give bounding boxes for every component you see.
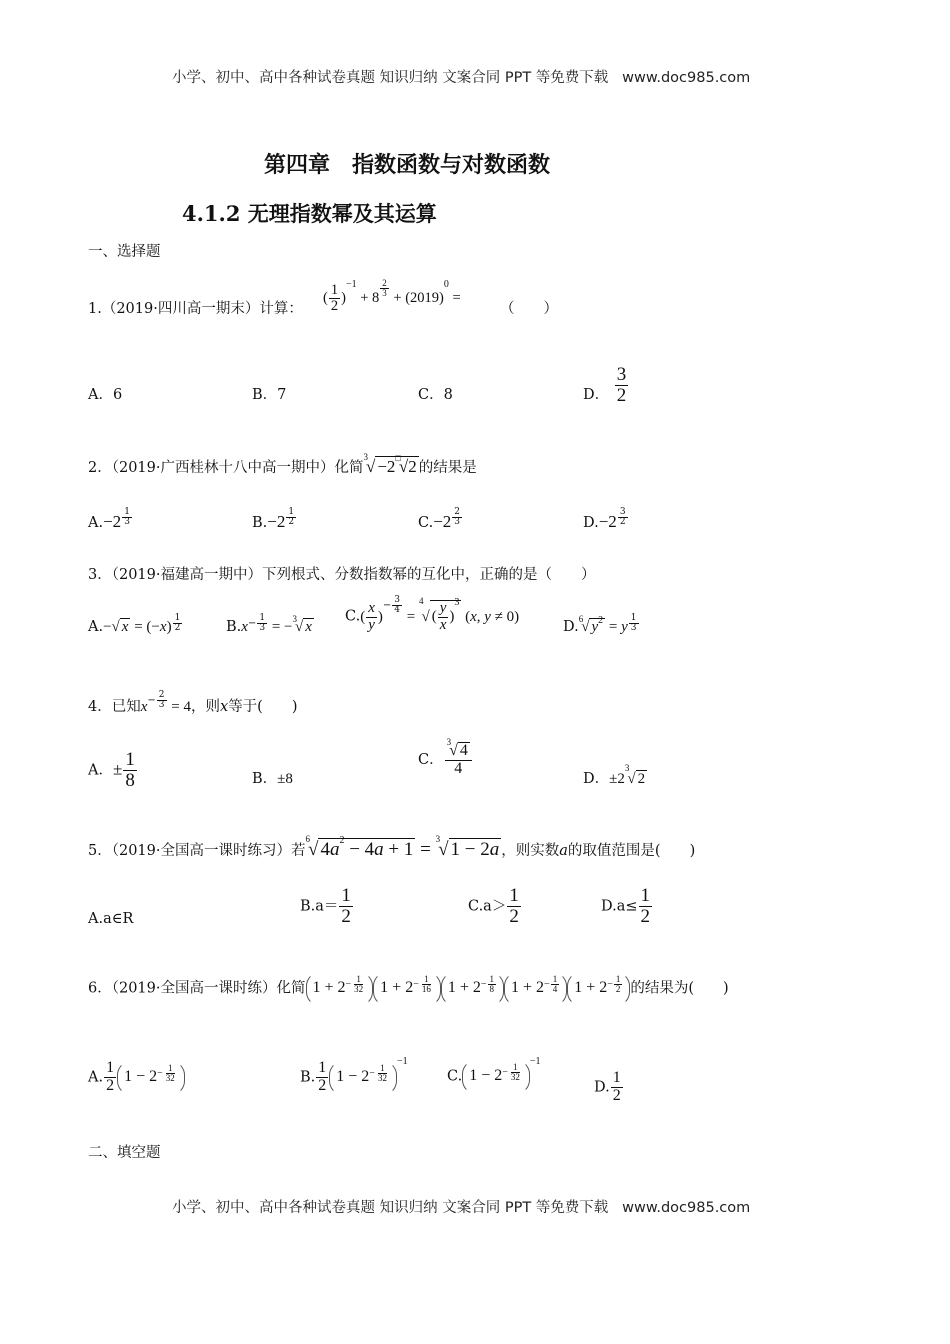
question-4-option-b-label: B． bbox=[252, 771, 278, 787]
question-5-option-b[interactable]: B.a＝ $\frac{1}{2}$ bbox=[300, 885, 351, 927]
banner-text: 小学、初中、高中各种试卷真题 知识归纳 文案合同 PPT 等免费下载 bbox=[172, 70, 609, 86]
question-6-option-a-label: A. bbox=[88, 1069, 104, 1086]
question-6-option-c-label: C. bbox=[447, 1068, 463, 1085]
question-3-option-b[interactable]: $B.x^{- \frac{1}{3}}$ = −$^3$√ x bbox=[226, 613, 312, 635]
question-3-option-d[interactable]: D.$^6$√ $y^2 = y$ $^{\frac{1}{3}}$ bbox=[563, 613, 637, 635]
question-1-option-d-label: D． bbox=[583, 387, 610, 403]
section-title: 4.1.2 无理指数幂及其运算 bbox=[182, 201, 437, 226]
chapter-title: 第四章 指数函数与对数函数 bbox=[264, 152, 551, 178]
question-3-option-c-label: C. bbox=[345, 608, 361, 625]
question-4-stem-var: x bbox=[220, 699, 229, 715]
question-2-option-d-label: D. bbox=[583, 515, 599, 531]
question-6-option-b-label: B. bbox=[300, 1069, 316, 1086]
question-4-option-b[interactable]: B．±8 bbox=[252, 771, 293, 787]
question-5-stem-b: ，则实数 bbox=[501, 843, 560, 859]
question-3-option-b-label: B. bbox=[226, 619, 242, 635]
question-3-option-a-label: A. bbox=[88, 619, 104, 635]
question-2-option-b-label: B. bbox=[252, 515, 268, 531]
question-2-option-a-label: A. bbox=[88, 515, 104, 531]
question-1-option-a[interactable]: A．6 bbox=[88, 387, 123, 403]
question-5-option-c-label: C.a＞ bbox=[468, 898, 507, 915]
question-4-option-a-label: A． bbox=[88, 762, 113, 779]
question-1-paren: （ ） bbox=[500, 301, 558, 317]
question-5-stem: 5．（2019·全国高一课时练习）若$^6$√ $4a^2 - 4a + 1 = ^3√$ 1 − 2a ，则实数a的取值范围是( ) bbox=[88, 834, 696, 860]
question-4-stem-a: 4．已知 bbox=[88, 699, 141, 715]
question-1-stem: 1.（2019·四川高一期末）计算： bbox=[88, 301, 303, 317]
question-1-option-b[interactable]: B．7 bbox=[252, 387, 287, 403]
question-3-option-d-label: D. bbox=[563, 619, 579, 635]
question-5-option-d-label: D.a≤ bbox=[601, 898, 638, 915]
question-2-stem-b: 的结果是 bbox=[418, 460, 477, 476]
footer-banner-text: 小学、初中、高中各种试卷真题 知识归纳 文案合同 PPT 等免费下载 bbox=[172, 1200, 609, 1216]
question-2-stem-a: 2．（2019·广西桂林十八中高一期中）化简 bbox=[88, 460, 364, 476]
question-1-option-c[interactable]: C．8 bbox=[418, 387, 453, 403]
question-6-stem: 6．（2019·全国高一课时练）化简 $1 + 2^{- \frac{1}{32}}$ $1 + 2^{- \frac{1}{16}}$ $1 + 2^{- \frac{1}{8}}$ $1 + 2^{- \frac{1}{4}}$ $1 + 2^{- \frac{1}{2}}$ 的结果为( ) bbox=[88, 972, 729, 1006]
question-2-option-b[interactable]: B.−2 $^{\frac{1}{2}}$ bbox=[252, 507, 295, 531]
question-4-stem-d: 等于( ) bbox=[228, 699, 298, 715]
question-2-option-d[interactable]: D.−2 $^{\frac{3}{2}}$ bbox=[583, 507, 626, 531]
question-2-stem: 2．（2019·广西桂林十八中高一期中）化简$^3$√ −2□√2 的结果是 bbox=[88, 452, 477, 476]
question-5-stem-a: 5．（2019·全国高一课时练习）若 bbox=[88, 843, 306, 859]
footer-banner-url[interactable]: www.doc985.com bbox=[622, 1200, 751, 1216]
question-3-option-c[interactable]: C.( $\frac{x}{y}$ )$^{- \frac{3}{4}}$ = $^4$√ ( $\frac{y}{x}$ )$^3$ (x, y ≠ 0) bbox=[345, 595, 520, 633]
footer-banner bbox=[172, 1196, 750, 1217]
question-5-option-d[interactable]: D.a≤ $\frac{1}{2}$ bbox=[601, 885, 651, 927]
header-banner bbox=[172, 66, 750, 87]
question-6-option-c[interactable]: C. $1 - 2^{- \frac{1}{32}}$ $^{-1}$ bbox=[447, 1060, 541, 1094]
question-6-stem-a: 6．（2019·全国高一课时练）化简 bbox=[88, 980, 306, 997]
question-5-stem-d: 的取值范围是( ) bbox=[567, 843, 696, 859]
question-4-stem-b: ，则 bbox=[191, 699, 220, 715]
question-4-option-a[interactable]: A．± $\frac{1}{8}$ bbox=[88, 749, 135, 791]
question-2-option-c-label: C. bbox=[418, 515, 434, 531]
question-4-option-c[interactable]: C． $\frac{^3√ 4}{4}$ bbox=[418, 742, 473, 778]
question-1-formula: ( $\frac{1}{2}$ )$^{-1}$ + 8 $^{\frac{2}{3}}$ + $(2019)^0$ = bbox=[323, 278, 461, 315]
question-4-stem: 4．已知$x^{- \frac{2}{3}}$ = 4，则x等于( ) bbox=[88, 690, 298, 715]
question-6-option-b[interactable]: B. $\frac{1}{2}$ $1 - 2^{- \frac{1}{32}}$ $^{-1}$ bbox=[300, 1056, 408, 1094]
question-1-option-d[interactable]: D． $\frac{3}{2}$ bbox=[583, 363, 627, 406]
question-6-option-d-label: D. bbox=[594, 1079, 610, 1096]
question-5-option-a[interactable]: A.a∈R bbox=[88, 911, 134, 927]
question-6-option-d[interactable]: D. $\frac{1}{2}$ bbox=[594, 1069, 621, 1104]
question-4-option-c-label: C． bbox=[418, 751, 444, 768]
question-5-option-b-label: B.a＝ bbox=[300, 898, 339, 915]
banner-url[interactable]: www.doc985.com bbox=[622, 70, 751, 86]
question-3-option-a[interactable]: A.−√ x = (−x) $^{\frac{1}{2}}$ bbox=[88, 613, 181, 635]
question-2-option-a[interactable]: A.−2 $^{\frac{1}{3}}$ bbox=[88, 507, 130, 531]
question-3-stem: 3．（2019·福建高一期中）下列根式、分数指数幂的互化中，正确的是（ ） bbox=[88, 567, 596, 583]
question-4-option-d-label: D． bbox=[583, 771, 610, 787]
question-4-option-d[interactable]: D．$\pm 2^3√$ 2 bbox=[583, 763, 646, 787]
question-6-option-a[interactable]: A. $\frac{1}{2}$ $1 - 2^{- \frac{1}{32}}$ bbox=[88, 1060, 185, 1095]
question-2-option-c[interactable]: C.−2 $^{\frac{2}{3}}$ bbox=[418, 507, 461, 531]
question-6-stem-b: 的结果为( ) bbox=[630, 980, 729, 997]
part-two-heading: 二、填空题 bbox=[88, 1145, 161, 1161]
part-one-heading: 一、选择题 bbox=[88, 244, 161, 260]
question-5-stem-var: a bbox=[559, 843, 568, 859]
question-5-option-c[interactable]: C.a＞ $\frac{1}{2}$ bbox=[468, 885, 519, 927]
